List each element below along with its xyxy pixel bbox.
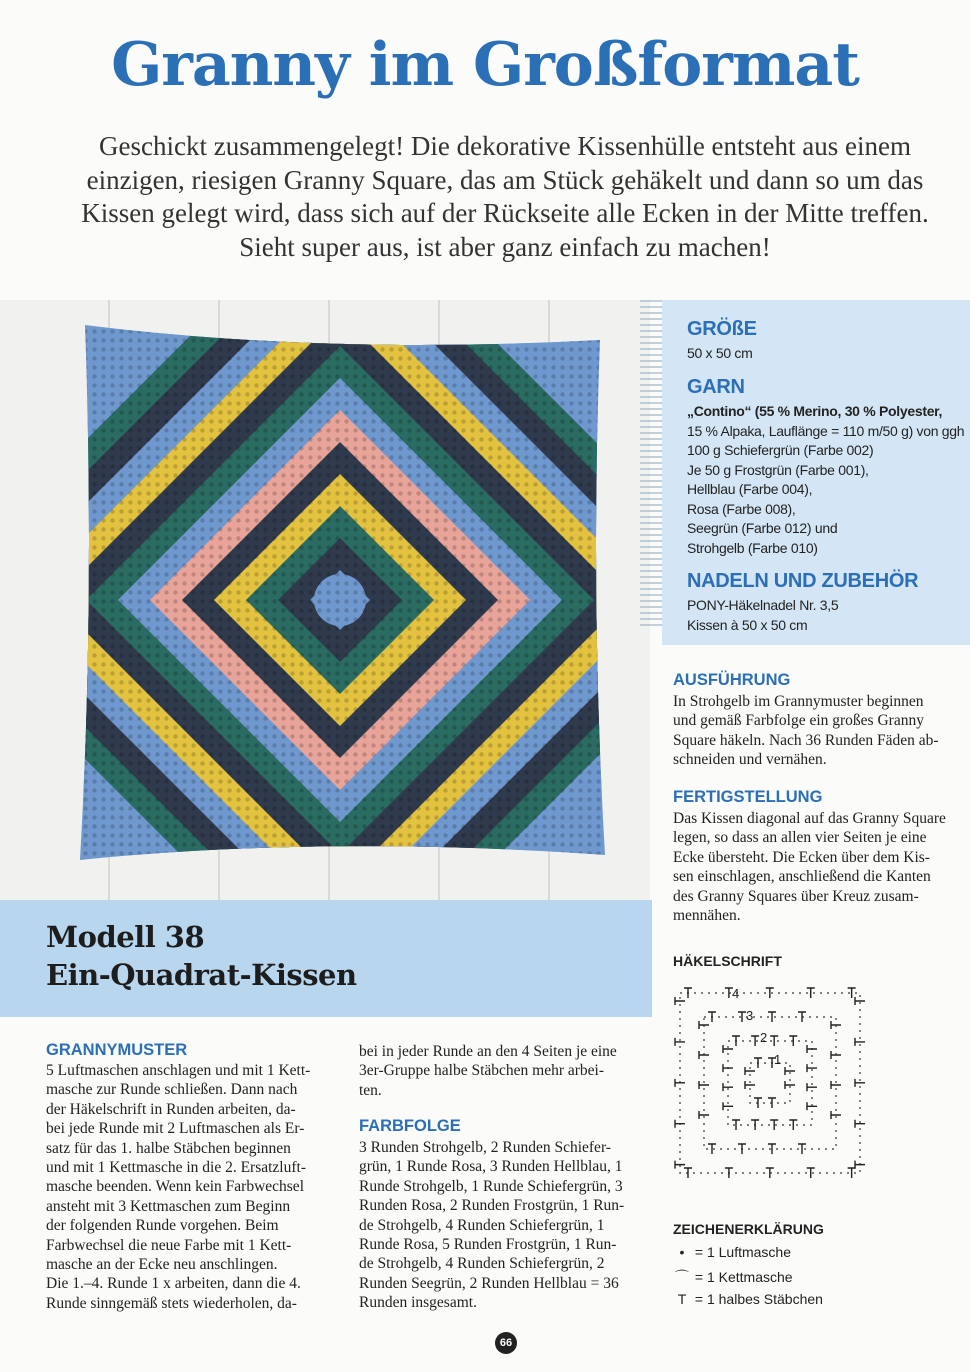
needles-line: Kissen à 50 x 50 cm — [687, 616, 808, 633]
text-line: der folgenden Runde vorgehen. Beim — [46, 1217, 279, 1235]
text-line: Runden insgesamt. — [359, 1294, 477, 1312]
yarn-text — [687, 402, 967, 558]
round-label-3: 3 — [746, 1008, 754, 1023]
legend-item-slip — [673, 1267, 793, 1287]
hdc-mark — [675, 1161, 685, 1169]
intro-line: Sieht super aus, ist aber ganz einfach zu machen! — [239, 231, 771, 262]
legend-heading: ZEICHENERKLÄRUNG — [673, 1221, 824, 1237]
ausfuehrung-text — [673, 692, 965, 770]
yarn-heading: GARN — [687, 376, 745, 398]
text-line: bei jede Runde mit 2 Luftmaschen als Er- — [46, 1120, 305, 1138]
intro-line: Kissen gelegt wird, dass sich auf der Rückseite alle Ecken in der Mitte treffen. — [81, 198, 929, 228]
size-heading: GRÖßE — [687, 318, 757, 340]
hdc-mark — [708, 1012, 716, 1022]
legend-label: = 1 Luftmasche — [694, 1244, 792, 1260]
hdc-mark — [789, 1036, 797, 1046]
text-line: des Granny Squares über Kreuz zusam- — [673, 887, 919, 905]
chart-round-3 — [704, 1017, 836, 1149]
model-banner — [0, 900, 652, 1017]
text-line: mennähen. — [673, 907, 741, 925]
hdc-mark — [675, 1079, 685, 1087]
model-number: Modell 38 — [46, 920, 205, 954]
text-line: Runde Strohgelb, 1 Runde Schiefergrün, 3 — [359, 1177, 623, 1195]
hdc-mark — [754, 1098, 762, 1108]
hdc-mark — [807, 1102, 817, 1110]
hdc-mark — [855, 1120, 865, 1128]
round-label-2: 2 — [760, 1030, 768, 1045]
text-line: Runde Rosa, 5 Runden Frostgrün, 1 Run- — [359, 1236, 617, 1254]
intro-line: einzigen, riesigen Granny Square, das am Stück gehäkelt und dann so um das — [86, 164, 924, 195]
hdc-mark — [751, 1120, 759, 1130]
text-line: Die 1.–4. Runde 1 x arbeiten, dann die 4. — [46, 1275, 301, 1293]
yarn-line: „Contino“ (55 % Merino, 30 % Polyester, — [687, 403, 943, 419]
hdc-mark — [768, 1098, 776, 1108]
needles-heading: NADELN UND ZUBEHÖR — [687, 570, 919, 592]
grannymuster-text-cont — [359, 1042, 655, 1100]
hdc-mark — [723, 1064, 733, 1072]
hdc-mark — [807, 1045, 817, 1053]
hdc-mark — [699, 1021, 709, 1029]
grannymuster-heading: GRANNYMUSTER — [46, 1041, 188, 1059]
slip-stitch-icon: ⌒ — [675, 1269, 689, 1285]
hdc-mark — [675, 1120, 685, 1128]
half-double-crochet-icon: T — [677, 1291, 687, 1307]
hdc-mark — [684, 1168, 692, 1178]
text-line: ten. — [359, 1081, 382, 1099]
chart-heading: HÄKELSCHRIFT — [673, 953, 782, 969]
text-line: 3 Runden Strohgelb, 2 Runden Schiefer- — [359, 1139, 611, 1156]
intro-line: Geschickt zusammengelegt! Die dekorative Kissenhülle entsteht aus einem — [99, 131, 911, 161]
crochet-chart-diagram — [668, 978, 873, 1188]
needles-line: PONY-Häkelnadel Nr. 3,5 — [687, 597, 839, 613]
text-line: Runden Rosa, 2 Runden Frostgrün, 1 Run- — [359, 1197, 625, 1215]
size-text: 50 x 50 cm — [687, 345, 753, 361]
hdc-mark — [754, 1058, 762, 1068]
text-line: Farbwechsel die neue Farbe mit 1 Kett- — [46, 1236, 292, 1254]
text-line: sen einschlagen, anschließend die Kanten — [673, 868, 931, 886]
yarn-line: Hellblau (Farbe 004), — [687, 481, 813, 497]
round-label-1: 1 — [774, 1052, 782, 1067]
text-line: masche zur Runde schließen. Dann nach — [46, 1081, 298, 1099]
text-line: der Häkelschrift in Runden arbeiten, da- — [46, 1100, 296, 1118]
hdc-mark — [831, 1021, 841, 1029]
yarn-line: Seegrün (Farbe 012) und — [687, 520, 838, 536]
yarn-line: 15 % Alpaka, Lauflänge = 110 m/50 g) von ggh — [687, 422, 965, 439]
hdc-mark — [699, 1051, 709, 1059]
hdc-mark — [684, 988, 692, 998]
chart-round-1 — [750, 1063, 790, 1103]
farbfolge-heading: FARBFOLGE — [359, 1117, 461, 1135]
yarn-line: Je 50 g Frostgrün (Farbe 001), — [687, 461, 869, 478]
fertigstellung-text — [673, 809, 965, 925]
hdc-mark — [766, 1168, 774, 1178]
legend-item-hdc — [673, 1291, 823, 1307]
hdc-mark — [831, 1051, 841, 1059]
text-line: 3er-Gruppe halbe Stäbchen mehr arbei- — [359, 1062, 604, 1080]
zigzag-divider — [640, 300, 662, 630]
yarn-line: Strohgelb (Farbe 010) — [687, 539, 818, 556]
needles-text — [687, 596, 838, 635]
chain-stitch-icon: • — [679, 1244, 685, 1260]
cushion-photo — [0, 300, 650, 905]
hdc-mark — [855, 1161, 865, 1169]
text-line: de Strohgelb, 4 Runden Schiefergrün, 2 — [359, 1255, 605, 1273]
hdc-mark — [732, 1036, 740, 1046]
text-line: Runden Seegrün, 2 Runden Hellblau = 36 — [359, 1274, 619, 1292]
legend-label: = 1 halbes Stäbchen — [694, 1291, 823, 1307]
crochet-cushion-photo — [0, 300, 650, 905]
round-label-4: 4 — [732, 986, 740, 1001]
hdc-mark — [738, 1144, 746, 1154]
chart-round-2 — [728, 1041, 812, 1125]
farbfolge-text — [359, 1138, 655, 1313]
text-line: schneiden und vernähen. — [673, 751, 827, 769]
text-line: satz für das 1. halbe Stäbchen beginnen — [46, 1139, 291, 1157]
text-line: Ecke übersteht. Die Ecken über dem Kis- — [673, 848, 930, 866]
hdc-mark — [798, 1012, 806, 1022]
chart-round-4 — [680, 993, 860, 1173]
text-line: und mit 1 Kettmasche in die 2. Ersatzluft- — [46, 1159, 306, 1177]
text-line: de Strohgelb, 4 Runden Schiefergrün, 1 — [359, 1216, 605, 1234]
yarn-line: 100 g Schiefergrün (Farbe 002) — [687, 442, 874, 458]
hdc-mark — [725, 1168, 733, 1178]
legend-item-chain — [673, 1244, 791, 1260]
page-title: Granny im Großformat — [111, 30, 859, 100]
text-line: masche beenden. Wenn kein Farbwechsel — [46, 1178, 304, 1196]
yarn-line: Rosa (Farbe 008), — [687, 500, 796, 517]
text-line: Square häkeln. Nach 36 Runden Fäden ab- — [673, 731, 939, 749]
grannymuster-text — [46, 1061, 340, 1313]
text-line: Das Kissen diagonal auf das Granny Square — [673, 810, 946, 827]
text-line: grün, 1 Runde Rosa, 3 Runden Hellblau, 1 — [359, 1158, 623, 1176]
fertigstellung-heading: FERTIGSTELLUNG — [673, 788, 823, 806]
text-line: bei in jeder Runde an den 4 Seiten je eine — [359, 1043, 617, 1060]
text-line: ansteht mit 3 Kettmaschen zum Beginn — [46, 1197, 291, 1215]
text-line: und gemäß Farbfolge ein großes Granny — [673, 712, 924, 730]
text-line: In Strohgelb im Grannymuster beginnen — [673, 693, 924, 710]
intro-paragraph — [40, 130, 970, 264]
text-line: Runde sinngemäß stets wiederholen, da- — [46, 1294, 297, 1312]
text-line: 5 Luftmaschen anschlagen und mit 1 Kett- — [46, 1062, 311, 1079]
model-name: Ein-Quadrat-Kissen — [46, 958, 357, 992]
ausfuehrung-heading: AUSFÜHRUNG — [673, 671, 791, 689]
page-number: 66 — [495, 1332, 517, 1354]
text-line: legen, so dass an allen vier Seiten je eine — [673, 829, 927, 847]
text-line: masche an der Ecke neu anschlingen. — [46, 1256, 278, 1274]
legend-label: = 1 Kettmasche — [694, 1269, 793, 1285]
